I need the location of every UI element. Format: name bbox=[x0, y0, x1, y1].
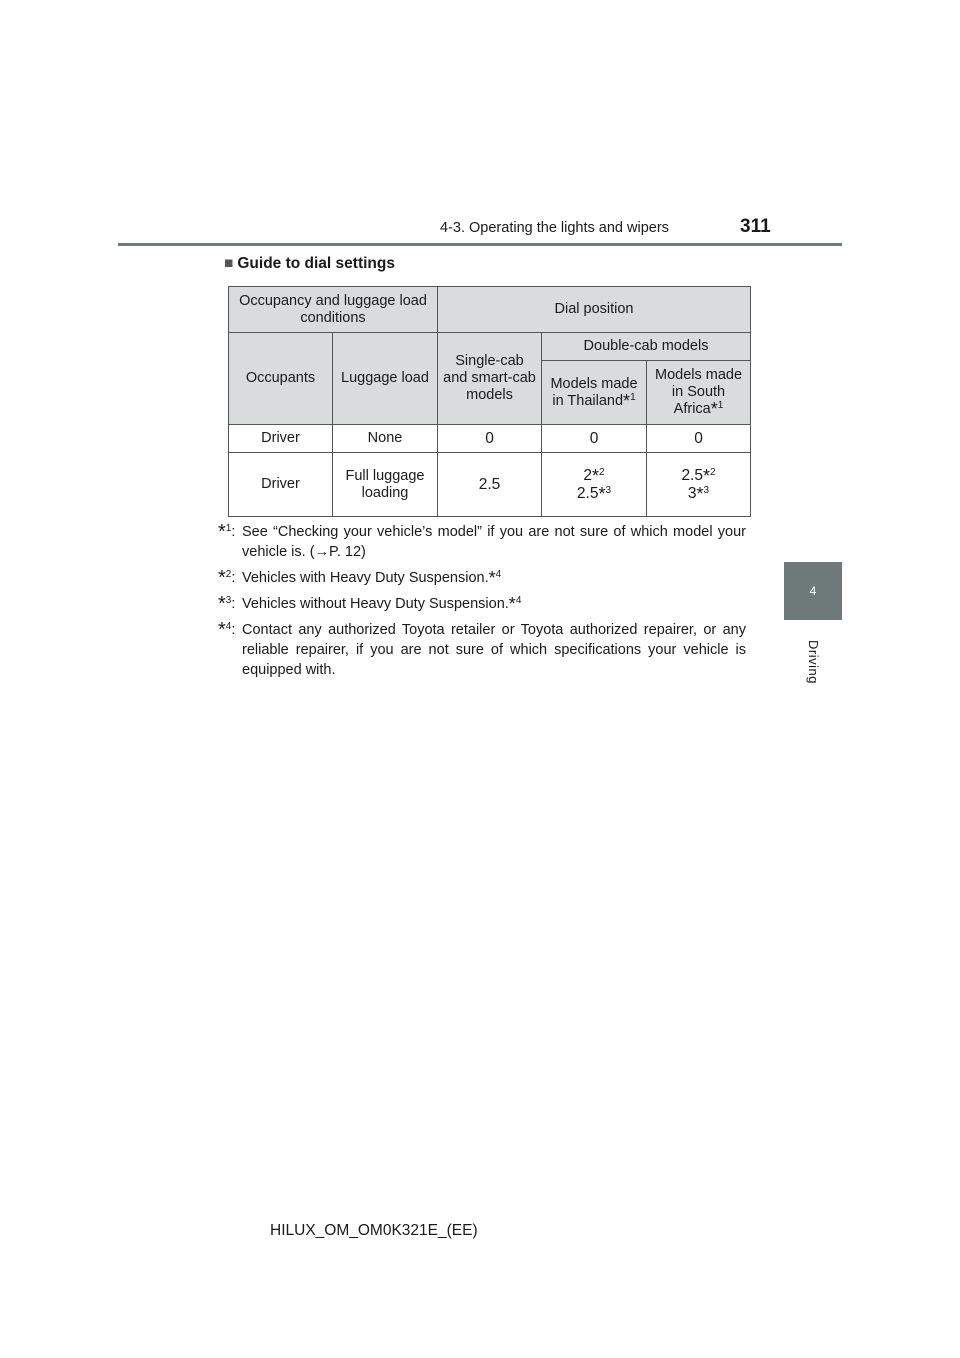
page-number: 311 bbox=[740, 216, 771, 237]
footnote-ref: 4 bbox=[515, 595, 522, 606]
cell-south-africa: 0 bbox=[647, 425, 751, 453]
footnote-ref: 3 bbox=[703, 484, 710, 496]
value: 2.5 bbox=[576, 484, 599, 502]
single-cab-header: Single-cab and smart-cab models bbox=[438, 333, 542, 425]
value: 3 bbox=[687, 484, 697, 502]
footnote-text-wrap bbox=[242, 594, 746, 614]
table-row bbox=[229, 453, 751, 517]
footnote-text: Contact any authorized Toyota retailer or Toyota authorized repairer, or any reliable repairer, if you are not sure of which specifications your vehicle is equipped with. bbox=[242, 622, 746, 678]
footnote-marker: *$^4$: bbox=[218, 619, 236, 641]
thailand-value-line bbox=[546, 467, 642, 485]
footnote-ref: 3 bbox=[605, 484, 612, 496]
footnote-text: Vehicles without Heavy Duty Suspension. bbox=[242, 596, 509, 612]
cell-luggage: None bbox=[333, 425, 438, 453]
cell-occupants: Driver bbox=[229, 425, 333, 453]
section-heading bbox=[224, 255, 395, 273]
manual-code: HILUX_OM_OM0K321E_(EE) bbox=[270, 1222, 478, 1239]
footnote-ref: 4 bbox=[495, 569, 502, 580]
footnote-ref: 1 bbox=[717, 400, 724, 411]
footnote-item bbox=[218, 594, 746, 614]
cell-occupants: Driver bbox=[229, 453, 333, 517]
value: 2.5 bbox=[681, 466, 703, 484]
dial-settings-table bbox=[228, 286, 751, 517]
footnotes bbox=[218, 522, 746, 686]
south-africa-header-text: Models made in South Africa bbox=[654, 367, 743, 417]
cell-single-cab: 0 bbox=[438, 425, 542, 453]
dial-position-header: Dial position bbox=[438, 287, 751, 333]
table-row bbox=[229, 425, 751, 453]
south-africa-value-line bbox=[651, 485, 746, 503]
running-header-title: 4-3. Operating the lights and wipers bbox=[440, 220, 669, 236]
footnote-item bbox=[218, 522, 746, 562]
footnote-ref: 2 bbox=[599, 466, 605, 478]
footnote-ref: 1 bbox=[225, 523, 232, 534]
thailand-header bbox=[542, 361, 647, 425]
cell-thailand: 0 bbox=[542, 425, 647, 453]
chapter-name: Driving bbox=[806, 640, 821, 684]
footnote-marker: *$^2$: bbox=[218, 567, 236, 589]
luggage-load-header: Luggage load bbox=[333, 333, 438, 425]
thailand-value-line bbox=[546, 485, 642, 503]
header-divider bbox=[118, 243, 842, 246]
double-cab-header: Double-cab models bbox=[542, 333, 751, 361]
footnote-ref: 4 bbox=[225, 621, 232, 632]
cell-single-cab: 2.5 bbox=[438, 453, 542, 517]
footnote-asterisk: * bbox=[592, 465, 600, 486]
footnote-asterisk: * bbox=[696, 483, 704, 504]
south-africa-value-line bbox=[651, 467, 746, 485]
footnote-asterisk: * bbox=[218, 567, 226, 589]
footnote-ref: 2 bbox=[710, 466, 716, 478]
footnote-asterisk: * bbox=[508, 594, 516, 614]
section-heading-text: Guide to dial settings bbox=[237, 255, 395, 272]
cell-luggage: Full luggage loading bbox=[333, 453, 438, 517]
footnote-asterisk: * bbox=[488, 568, 496, 588]
square-bullet-icon: ■ bbox=[224, 255, 234, 272]
chapter-tab bbox=[784, 562, 842, 620]
cell-thailand bbox=[542, 453, 647, 517]
footnote-ref: 1 bbox=[630, 391, 636, 403]
footnote-text: See “Checking your vehicle’s model” if you are not sure of which model your vehicle is. (→P. 12) bbox=[242, 524, 746, 560]
south-africa-header bbox=[647, 361, 751, 425]
footnote-item bbox=[218, 620, 746, 680]
footnote-asterisk: * bbox=[218, 593, 226, 615]
occupancy-header: Occupancy and luggage load conditions bbox=[229, 287, 438, 333]
footnote-ref: 3 bbox=[225, 595, 232, 606]
occupants-header: Occupants bbox=[229, 333, 333, 425]
footnote-text-wrap bbox=[242, 568, 746, 588]
cell-south-africa bbox=[647, 453, 751, 517]
footnote-text: Vehicles with Heavy Duty Suspension. bbox=[242, 570, 489, 586]
value: 2 bbox=[583, 466, 593, 484]
footnote-asterisk: * bbox=[710, 399, 718, 419]
footnote-asterisk: * bbox=[598, 483, 606, 504]
footnote-item bbox=[218, 568, 746, 588]
thailand-header-text: Models made in Thailand bbox=[550, 375, 638, 409]
chapter-number: 4 bbox=[809, 584, 817, 598]
footnote-marker: *$^3$: bbox=[218, 593, 236, 615]
footnote-asterisk: * bbox=[703, 465, 711, 486]
footnote-asterisk: * bbox=[218, 619, 226, 641]
footnote-marker: *$^1$: bbox=[218, 521, 236, 543]
footnote-asterisk: * bbox=[623, 390, 631, 411]
footnote-ref: 2 bbox=[225, 569, 232, 580]
footnote-asterisk: * bbox=[218, 521, 226, 543]
